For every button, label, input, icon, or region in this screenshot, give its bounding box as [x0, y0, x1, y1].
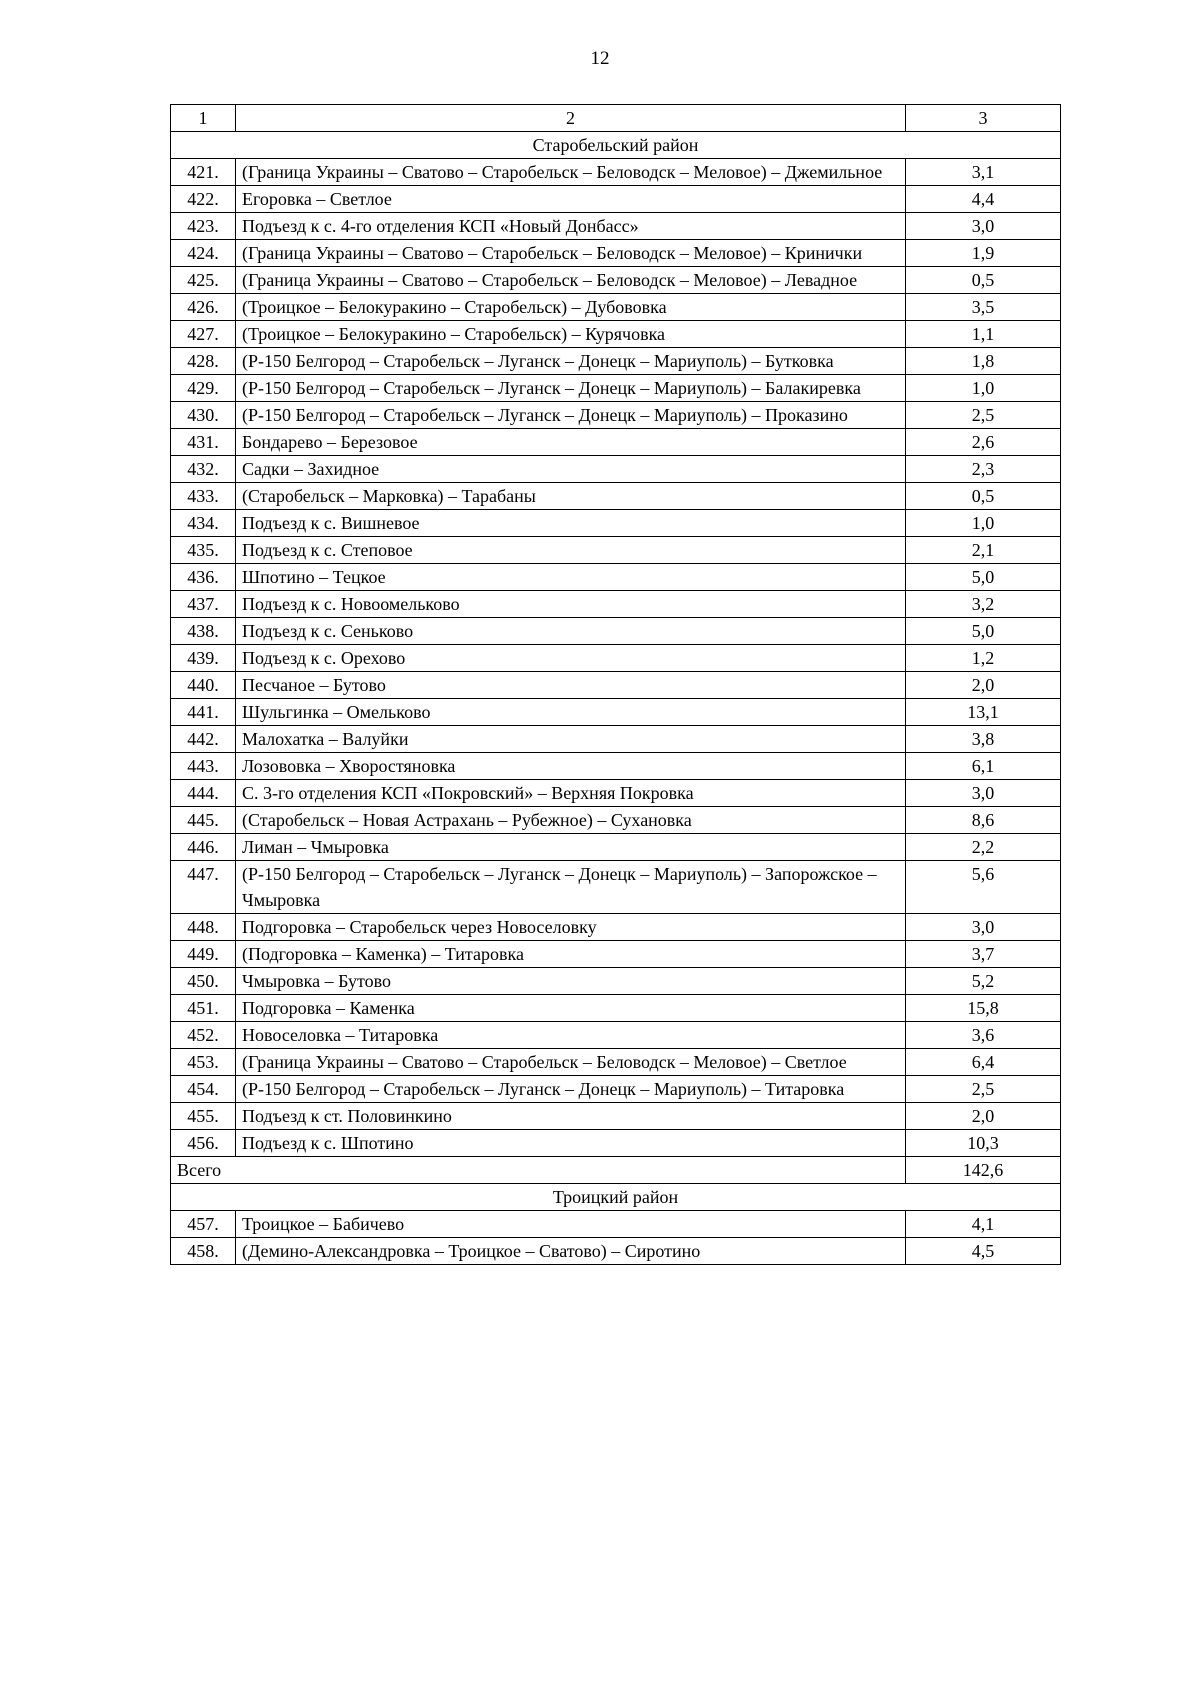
table-row [171, 861, 1061, 914]
table-row [171, 321, 1061, 348]
road-length: 2,1 [906, 537, 1061, 564]
road-length: 3,8 [906, 726, 1061, 753]
road-name: Садки – Захидное [236, 456, 906, 483]
table-row [171, 510, 1061, 537]
row-number: 427. [171, 321, 236, 348]
table-row [171, 699, 1061, 726]
row-number: 456. [171, 1130, 236, 1157]
road-name: (Р-150 Белгород – Старобельск – Луганск – Донецк – Мариуполь) – Балакиревка [236, 375, 906, 402]
column-header-2: 2 [236, 105, 906, 132]
row-number: 448. [171, 914, 236, 941]
row-number: 436. [171, 564, 236, 591]
road-name: Подъезд к с. Шпотино [236, 1130, 906, 1157]
table-row [171, 1022, 1061, 1049]
road-name: Подъезд к ст. Половинкино [236, 1103, 906, 1130]
section-title: Старобельский район [171, 132, 1061, 159]
road-name: (Р-150 Белгород – Старобельск – Луганск – Донецк – Мариуполь) – Проказино [236, 402, 906, 429]
row-number: 435. [171, 537, 236, 564]
road-name: (Демино-Александровка – Троицкое – Сватово) – Сиротино [236, 1238, 906, 1265]
row-number: 432. [171, 456, 236, 483]
road-length: 4,1 [906, 1211, 1061, 1238]
road-name: Подъезд к с. Сеньково [236, 618, 906, 645]
road-name: Подъезд к с. Орехово [236, 645, 906, 672]
road-length: 13,1 [906, 699, 1061, 726]
road-length: 10,3 [906, 1130, 1061, 1157]
row-number: 434. [171, 510, 236, 537]
table-row [171, 240, 1061, 267]
row-number: 431. [171, 429, 236, 456]
table-row [171, 402, 1061, 429]
road-length: 5,0 [906, 564, 1061, 591]
table-row [171, 753, 1061, 780]
road-length: 0,5 [906, 483, 1061, 510]
row-number: 440. [171, 672, 236, 699]
row-number: 455. [171, 1103, 236, 1130]
total-value: 142,6 [906, 1157, 1061, 1184]
road-name: Бондарево – Березовое [236, 429, 906, 456]
table-row [171, 159, 1061, 186]
road-length: 8,6 [906, 807, 1061, 834]
row-number: 445. [171, 807, 236, 834]
table-row [171, 483, 1061, 510]
row-number: 453. [171, 1049, 236, 1076]
road-length: 3,6 [906, 1022, 1061, 1049]
road-length: 5,6 [906, 861, 1061, 914]
road-length: 2,2 [906, 834, 1061, 861]
table-row [171, 591, 1061, 618]
row-number: 422. [171, 186, 236, 213]
road-name: Подъезд к с. 4-го отделения КСП «Новый Донбасс» [236, 213, 906, 240]
table-row [171, 213, 1061, 240]
table-row [171, 834, 1061, 861]
section-header-row [171, 132, 1061, 159]
road-length: 3,2 [906, 591, 1061, 618]
table-row [171, 1130, 1061, 1157]
row-number: 428. [171, 348, 236, 375]
row-number: 451. [171, 995, 236, 1022]
road-name: Подъезд к с. Вишневое [236, 510, 906, 537]
row-number: 433. [171, 483, 236, 510]
road-name: С. 3-го отделения КСП «Покровский» – Верхняя Покровка [236, 780, 906, 807]
road-length: 3,0 [906, 213, 1061, 240]
road-length: 0,5 [906, 267, 1061, 294]
road-name: Подъезд к с. Степовое [236, 537, 906, 564]
road-length: 2,5 [906, 1076, 1061, 1103]
section-title: Троицкий район [171, 1184, 1061, 1211]
road-name: Подъезд к с. Новоомельково [236, 591, 906, 618]
road-name: Новоселовка – Титаровка [236, 1022, 906, 1049]
road-name: (Р-150 Белгород – Старобельск – Луганск – Донецк – Мариуполь) – Титаровка [236, 1076, 906, 1103]
row-number: 441. [171, 699, 236, 726]
table-row [171, 968, 1061, 995]
road-length: 3,1 [906, 159, 1061, 186]
road-name: Подгоровка – Каменка [236, 995, 906, 1022]
road-length: 3,5 [906, 294, 1061, 321]
table-row [171, 780, 1061, 807]
row-number: 443. [171, 753, 236, 780]
row-number: 454. [171, 1076, 236, 1103]
table-row [171, 375, 1061, 402]
road-length: 4,5 [906, 1238, 1061, 1265]
page-number: 12 [590, 48, 610, 69]
road-length: 5,2 [906, 968, 1061, 995]
row-number: 444. [171, 780, 236, 807]
road-length: 2,5 [906, 402, 1061, 429]
row-number: 452. [171, 1022, 236, 1049]
total-label: Всего [171, 1157, 906, 1184]
road-name: Егоровка – Светлое [236, 186, 906, 213]
road-name: (Старобельск – Новая Астрахань – Рубежное) – Сухановка [236, 807, 906, 834]
road-length: 2,3 [906, 456, 1061, 483]
road-name: Чмыровка – Бутово [236, 968, 906, 995]
road-name: Лиман – Чмыровка [236, 834, 906, 861]
road-name: Подгоровка – Старобельск через Новоселовку [236, 914, 906, 941]
road-length: 2,0 [906, 1103, 1061, 1130]
table-row [171, 429, 1061, 456]
table-row [171, 294, 1061, 321]
road-name: (Р-150 Белгород – Старобельск – Луганск – Донецк – Мариуполь) – Бутковка [236, 348, 906, 375]
road-name: Малохатка – Валуйки [236, 726, 906, 753]
row-number: 424. [171, 240, 236, 267]
section-header-row [171, 1184, 1061, 1211]
table-row [171, 672, 1061, 699]
road-name: (Подгоровка – Каменка) – Титаровка [236, 941, 906, 968]
road-length: 1,0 [906, 375, 1061, 402]
row-number: 446. [171, 834, 236, 861]
table-row [171, 186, 1061, 213]
row-number: 457. [171, 1211, 236, 1238]
row-number: 438. [171, 618, 236, 645]
road-name: (Граница Украины – Сватово – Старобельск – Беловодск – Меловое) – Светлое [236, 1049, 906, 1076]
road-name: (Троицкое – Белокуракино – Старобельск) – Дубововка [236, 294, 906, 321]
table-row [171, 1211, 1061, 1238]
road-length: 1,0 [906, 510, 1061, 537]
row-number: 447. [171, 861, 236, 914]
table-row [171, 564, 1061, 591]
table-row [171, 267, 1061, 294]
table-row [171, 941, 1061, 968]
road-length: 1,8 [906, 348, 1061, 375]
road-name: (Троицкое – Белокуракино – Старобельск) – Курячовка [236, 321, 906, 348]
road-length: 1,2 [906, 645, 1061, 672]
row-number: 449. [171, 941, 236, 968]
row-number: 450. [171, 968, 236, 995]
table-row [171, 995, 1061, 1022]
table-row [171, 1103, 1061, 1130]
row-number: 430. [171, 402, 236, 429]
row-number: 437. [171, 591, 236, 618]
table-row [171, 1238, 1061, 1265]
road-length: 2,0 [906, 672, 1061, 699]
table-row [171, 726, 1061, 753]
table-row [171, 914, 1061, 941]
roads-table [170, 104, 1061, 1265]
table-row [171, 807, 1061, 834]
row-number: 426. [171, 294, 236, 321]
road-length: 5,0 [906, 618, 1061, 645]
road-length: 3,0 [906, 780, 1061, 807]
road-name: Шульгинка – Омельково [236, 699, 906, 726]
road-length: 3,7 [906, 941, 1061, 968]
road-name: (Граница Украины – Сватово – Старобельск – Беловодск – Меловое) – Джемильное [236, 159, 906, 186]
total-row [171, 1157, 1061, 1184]
table-row [171, 537, 1061, 564]
table-row [171, 645, 1061, 672]
road-length: 4,4 [906, 186, 1061, 213]
column-header-1: 1 [171, 105, 236, 132]
table-header-row [171, 105, 1061, 132]
row-number: 442. [171, 726, 236, 753]
road-name: Лозововка – Хворостяновка [236, 753, 906, 780]
road-length: 15,8 [906, 995, 1061, 1022]
road-name: (Р-150 Белгород – Старобельск – Луганск – Донецк – Мариуполь) – Запорожское – Чмыровка [236, 861, 906, 914]
road-length: 2,6 [906, 429, 1061, 456]
row-number: 423. [171, 213, 236, 240]
road-length: 6,4 [906, 1049, 1061, 1076]
row-number: 421. [171, 159, 236, 186]
table-row [171, 1076, 1061, 1103]
road-length: 1,1 [906, 321, 1061, 348]
road-length: 3,0 [906, 914, 1061, 941]
road-name: Троицкое – Бабичево [236, 1211, 906, 1238]
road-length: 1,9 [906, 240, 1061, 267]
row-number: 429. [171, 375, 236, 402]
table-row [171, 618, 1061, 645]
road-name: Песчаное – Бутово [236, 672, 906, 699]
table-row [171, 456, 1061, 483]
roads-table-body [171, 132, 1061, 1265]
row-number: 439. [171, 645, 236, 672]
row-number: 425. [171, 267, 236, 294]
road-name: (Граница Украины – Сватово – Старобельск – Беловодск – Меловое) – Кринички [236, 240, 906, 267]
table-row [171, 1049, 1061, 1076]
road-name: Шпотино – Тецкое [236, 564, 906, 591]
road-name: (Граница Украины – Сватово – Старобельск – Беловодск – Меловое) – Левадное [236, 267, 906, 294]
road-length: 6,1 [906, 753, 1061, 780]
table-row [171, 348, 1061, 375]
road-name: (Старобельск – Марковка) – Тарабаны [236, 483, 906, 510]
row-number: 458. [171, 1238, 236, 1265]
column-header-3: 3 [906, 105, 1061, 132]
